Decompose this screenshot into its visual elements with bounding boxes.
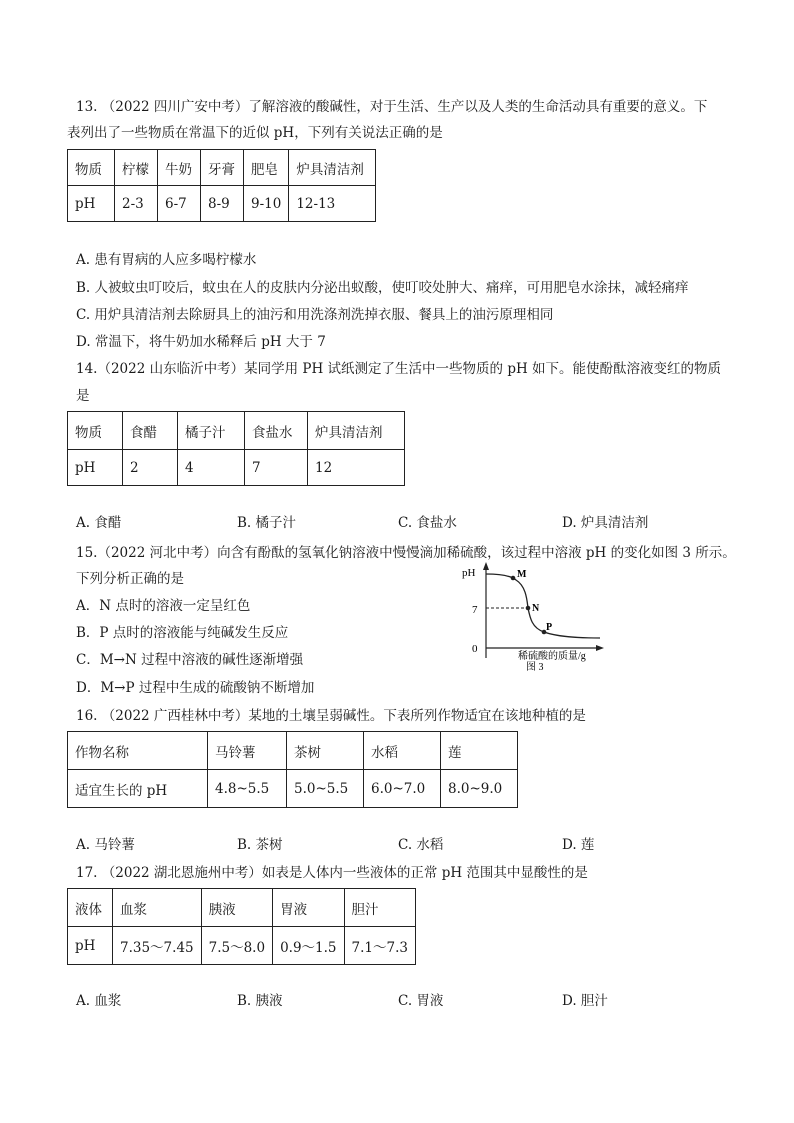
y-axis-arrow-icon (483, 562, 489, 570)
table-cell: 橘子汁 (178, 412, 245, 450)
q13-option-b[interactable]: B. 人被蚊虫叮咬后，蚊虫在人的皮肤内分泌出蚁酸，使叮咬处肿大、痛痒，可用肥皂水涂抹，减轻痛痒 (76, 280, 689, 296)
table-cell: 肥皂 (244, 150, 289, 186)
table-cell: 2-3 (115, 186, 158, 222)
table-cell: pH (68, 450, 123, 486)
q13-stem-line1: 13. （2022 四川广安中考）了解溶液的酸碱性，对于生活、生产以及人类的生命活动具有重要的意义。下 (76, 99, 708, 115)
q17-stem: 17. （2022 湖北恩施州中考）如表是人体内一些液体的正常 pH 范围其中显酸性的是 (76, 865, 588, 881)
table-cell: 食醋 (123, 412, 178, 450)
x-axis-label: 稀硫酸的质量/g (518, 651, 586, 662)
q15-option-a[interactable]: A．N 点时的溶液一定呈红色 (76, 598, 251, 614)
point-m-label: M (517, 569, 527, 580)
q13-option-c[interactable]: C. 用炉具清洁剂去除厨具上的油污和用洗涤剂洗掉衣服、餐具上的油污原理相同 (76, 307, 554, 323)
q14-option-a[interactable]: A. 食醋 (76, 515, 122, 531)
table-cell: 2 (123, 450, 178, 486)
table-cell: 茶树 (287, 732, 364, 770)
table-row (68, 450, 405, 486)
table-cell: 血浆 (113, 889, 202, 927)
table-cell: 8.0~9.0 (441, 770, 518, 808)
table-cell: 物质 (68, 150, 115, 186)
table-cell: 4 (178, 450, 245, 486)
table-cell: 液体 (68, 889, 113, 927)
table-cell: 炉具清洁剂 (289, 150, 376, 186)
figure-caption: 图 3 (526, 662, 544, 672)
point-n-dot (526, 606, 531, 611)
q14-option-b[interactable]: B. 橘子汁 (237, 515, 297, 531)
table-cell: 适宜生长的 pH (68, 770, 208, 808)
ph-curve (486, 574, 600, 638)
q14-table (67, 411, 405, 486)
table-cell: 作物名称 (68, 732, 208, 770)
q14-option-c[interactable]: C. 食盐水 (398, 515, 457, 531)
point-m-dot (511, 576, 516, 581)
table-cell: pH (68, 927, 113, 965)
table-row (68, 150, 376, 186)
table-row (68, 732, 518, 770)
table-cell: 7.1～7.3 (344, 927, 415, 965)
table-cell: pH (68, 186, 115, 222)
table-cell: 牙膏 (201, 150, 244, 186)
table-cell: 莲 (441, 732, 518, 770)
table-cell: 7.5～8.0 (201, 927, 272, 965)
table-cell: 炉具清洁剂 (308, 412, 405, 450)
table-row (68, 412, 405, 450)
table-cell: 食盐水 (245, 412, 308, 450)
table-row (68, 770, 518, 808)
q16-option-d[interactable]: D. 莲 (562, 837, 595, 853)
q17-option-c[interactable]: C. 胃液 (398, 993, 444, 1009)
table-cell: 牛奶 (158, 150, 201, 186)
y-tick-7: 7 (472, 604, 478, 616)
table-cell: 6-7 (158, 186, 201, 222)
q13-table (67, 149, 376, 222)
table-row (68, 927, 416, 965)
q15-option-d[interactable]: D．M→P 过程中生成的硫酸钠不断增加 (76, 680, 315, 696)
q15-ph-figure (458, 560, 610, 672)
q13-option-a[interactable]: A. 患有胃病的人应多喝柠檬水 (76, 252, 257, 268)
y-axis-label: pH (462, 567, 476, 579)
q16-stem: 16. （2022 广西桂林中考）某地的土壤呈弱碱性。下表所列作物适宜在该地种植的是 (76, 708, 586, 724)
x-axis-arrow-icon (596, 645, 604, 651)
q16-option-a[interactable]: A. 马铃薯 (76, 837, 135, 853)
table-cell: 12-13 (289, 186, 376, 222)
table-cell: 胃液 (273, 889, 344, 927)
point-p-label: P (546, 622, 553, 633)
table-cell: 4.8~5.5 (208, 770, 287, 808)
table-cell: 7 (245, 450, 308, 486)
q17-table (67, 888, 416, 965)
table-cell: 物质 (68, 412, 123, 450)
origin-label: 0 (472, 643, 478, 655)
table-cell: 胆汁 (344, 889, 415, 927)
q14-stem-line1: 14.（2022 山东临沂中考）某同学用 PH 试纸测定了生活中一些物质的 pH 如下。能使酚酞溶液变红的物质 (76, 361, 722, 377)
q16-option-c[interactable]: C. 水稻 (398, 837, 444, 853)
table-row (68, 186, 376, 222)
q17-option-b[interactable]: B. 胰液 (237, 993, 283, 1009)
point-n-label: N (532, 603, 540, 614)
table-cell: 5.0~5.5 (287, 770, 364, 808)
table-cell: 胰液 (201, 889, 272, 927)
q13-stem-line2: 表列出了一些物质在常温下的近似 pH，下列有关说法正确的是 (67, 125, 443, 141)
table-cell: 6.0~7.0 (364, 770, 441, 808)
q17-option-d[interactable]: D. 胆汁 (562, 993, 608, 1009)
q16-option-b[interactable]: B. 茶树 (237, 837, 283, 853)
table-cell: 9-10 (244, 186, 289, 222)
table-cell: 柠檬 (115, 150, 158, 186)
q17-option-a[interactable]: A. 血浆 (76, 993, 122, 1009)
table-row (68, 889, 416, 927)
q15-option-b[interactable]: B．P 点时的溶液能与纯碱发生反应 (76, 625, 289, 641)
q14-option-d[interactable]: D. 炉具清洁剂 (562, 515, 649, 531)
q15-stem-line2: 下列分析正确的是 (76, 571, 184, 587)
q16-table (67, 731, 518, 808)
table-cell: 水稻 (364, 732, 441, 770)
table-cell: 马铃薯 (208, 732, 287, 770)
table-cell: 12 (308, 450, 405, 486)
q15-stem-line1: 15.（2022 河北中考）向含有酚酞的氢氧化钠溶液中慢慢滴加稀硫酸，该过程中溶液 pH 的变化如图 3 所示。 (76, 545, 736, 561)
q14-stem-line2: 是 (76, 388, 90, 404)
table-cell: 0.9～1.5 (273, 927, 344, 965)
q15-option-c[interactable]: C．M→N 过程中溶液的碱性逐渐增强 (76, 652, 304, 668)
q13-option-d[interactable]: D. 常温下，将牛奶加水稀释后 pH 大于 7 (76, 334, 326, 350)
table-cell: 7.35～7.45 (113, 927, 202, 965)
table-cell: 8-9 (201, 186, 244, 222)
